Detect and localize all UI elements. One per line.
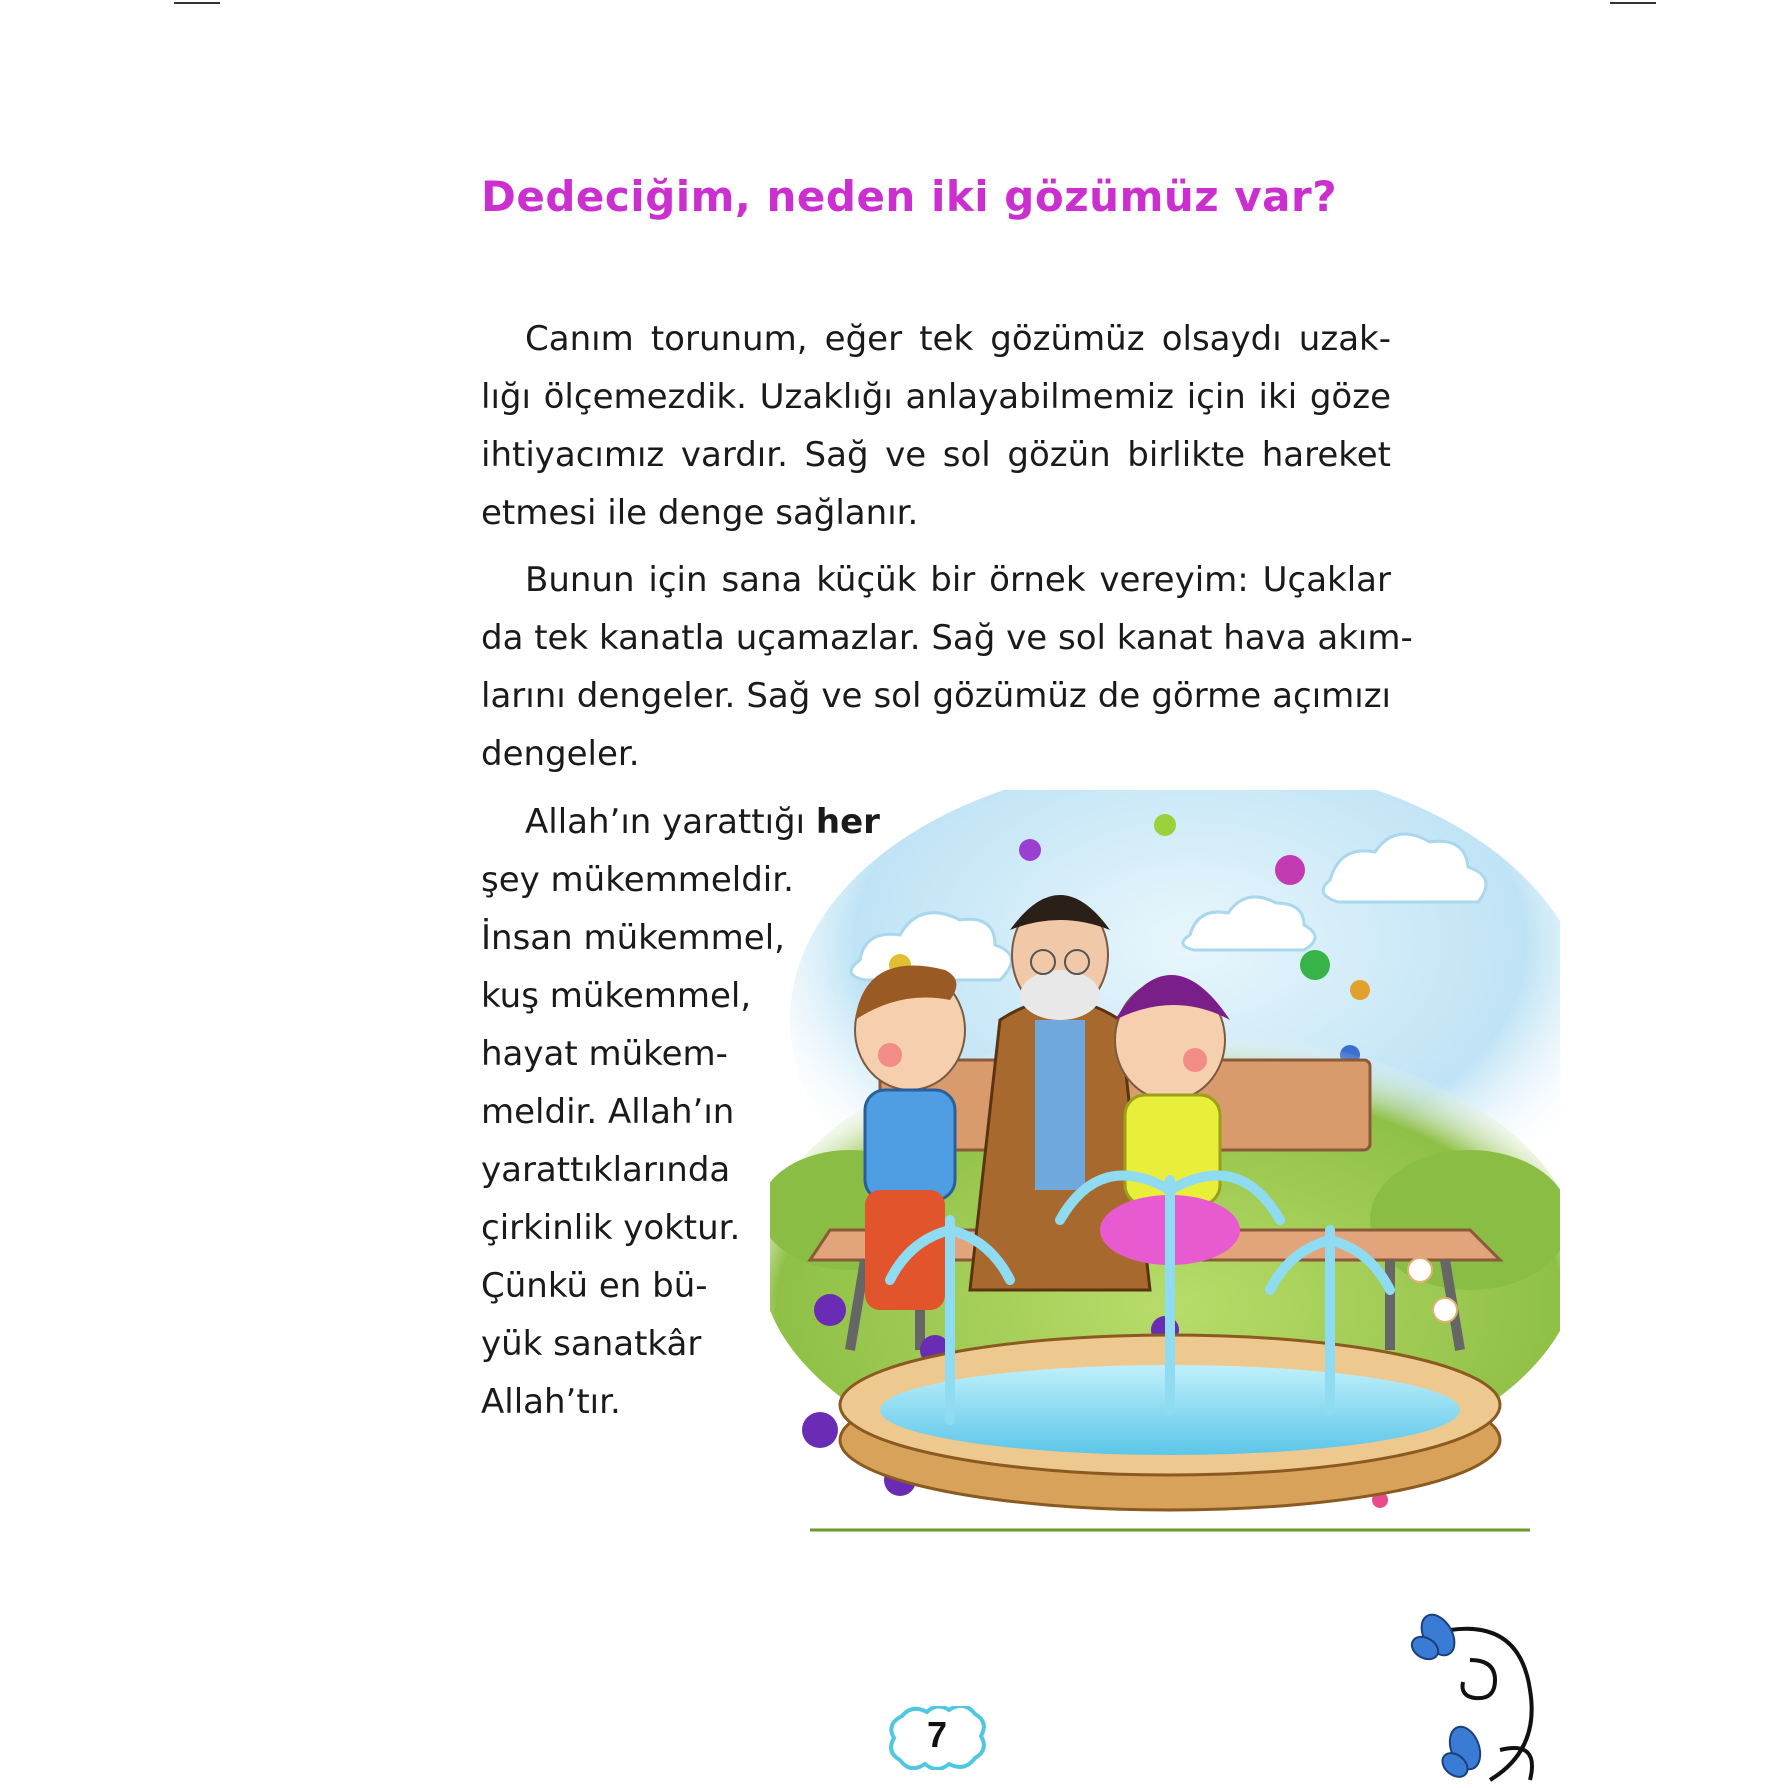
crop-mark-left: [174, 2, 220, 4]
paragraph-3-line: Çünkü en bü-: [481, 1266, 708, 1306]
paragraph-3-line: kuş mükemmel,: [481, 976, 752, 1016]
paragraph-1: [481, 310, 1391, 542]
paragraph-3-bold-word: her: [815, 802, 880, 842]
paragraph-3-prefix: Allah’ın yarattığı: [525, 802, 816, 842]
paragraph-3-line: hayat mükem-: [481, 1034, 728, 1074]
paragraph-3-line: yük sanatkâr: [481, 1324, 702, 1364]
paragraph-2-line: Bunun için sana küçük bir örnek vereyim: Uçaklar: [525, 560, 1391, 600]
paragraph-3-line: çirkinlik yoktur.: [481, 1208, 741, 1248]
butterfly-icon: [1410, 1609, 1461, 1664]
paragraph-3-line: yarattıklarında: [481, 1150, 731, 1190]
paragraph-1-line: etmesi ile denge sağlanır.: [481, 493, 919, 533]
paragraph-2-line: larını dengeler. Sağ ve sol gözümüz de görme açımızı: [481, 676, 1391, 716]
paragraph-1-line: Canım torunum, eğer tek gözümüz olsaydı uzak-: [525, 319, 1391, 359]
paragraph-2-line: dengeler.: [481, 734, 640, 774]
paragraph-3-line: İnsan mükemmel,: [481, 918, 785, 958]
butterfly-icon: [1438, 1723, 1486, 1782]
paragraph-3-line: Allah’tır.: [481, 1382, 621, 1422]
paragraph-3-line: meldir. Allah’ın: [481, 1092, 735, 1132]
paragraph-3-line: şey mükemmeldir.: [481, 860, 794, 900]
page-title: Dedeciğim, neden iki gözümüz var?: [481, 172, 1338, 221]
paragraph-2: [481, 551, 1413, 783]
park-fountain-illustration: [770, 790, 1560, 1560]
paragraph-1-line: ihtiyacımız vardır. Sağ ve sol gözün birlikte hareket: [481, 435, 1391, 475]
paragraph-1-line: lığı ölçemezdik. Uzaklığı anlayabilmemiz için iki göze: [481, 377, 1391, 417]
butterfly-decoration: [1410, 1600, 1560, 1788]
paragraph-2-line: da tek kanatla uçamazlar. Sağ ve sol kanat hava akım-: [481, 618, 1413, 658]
crop-mark-right: [1610, 2, 1656, 4]
page-number: 7: [926, 1714, 948, 1755]
